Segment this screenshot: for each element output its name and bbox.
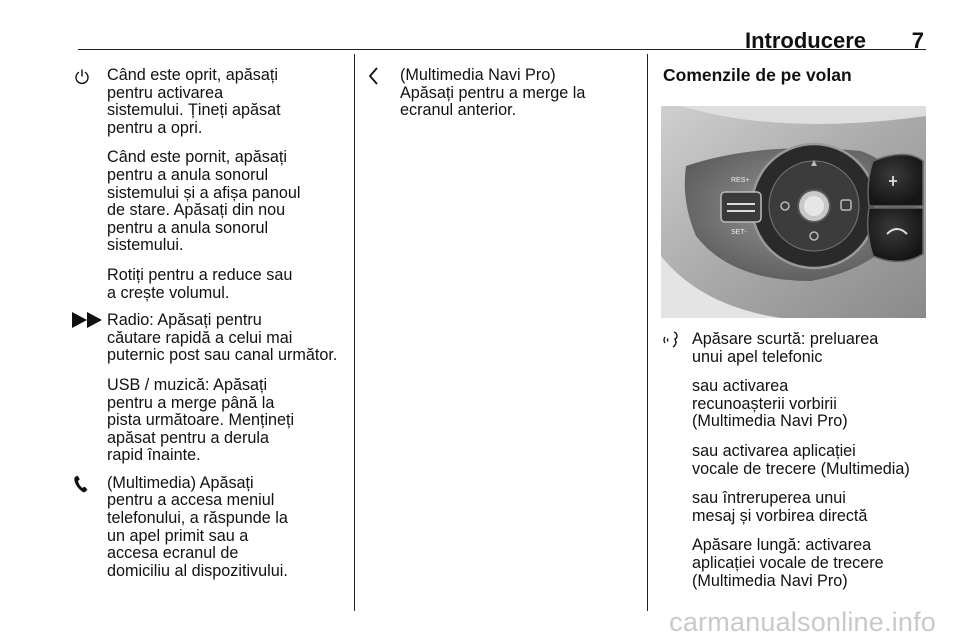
column-divider-right [647, 54, 648, 611]
next-text-2: USB / muzică: Apăsați pentru a merge până la pista următoare. Mențineți apăsat pentru a derula rapid înainte. [107, 375, 295, 465]
voice-text-5: Apăsare lungă: activarea aplicației vocale de trecere (Multimedia Navi Pro) [692, 536, 884, 590]
back-entry [400, 67, 640, 120]
watermark: carmanualsonline.info [669, 607, 936, 637]
back-chevron-icon [368, 67, 380, 85]
voice-entry [692, 331, 937, 590]
power-text-3: Rotiți pentru a reduce sau a crește volumul. [107, 265, 293, 302]
next-entry [107, 312, 347, 465]
section-title: Comenzile de pe volan [663, 65, 852, 85]
phone-entry [107, 475, 347, 581]
voice-text-1: Apăsare scurtă: preluarea unui apel telefonic [692, 330, 879, 366]
phone-text-1: (Multimedia) Apăsați pentru a accesa meniul telefonului, a răspunde la un apel primit sau a accesa ecranul de domiciliu al dispozitivului. [107, 473, 288, 580]
voice-call-icon [662, 331, 680, 349]
phone-icon [74, 475, 88, 493]
steering-wheel-photo [661, 106, 926, 318]
voice-text-4: sau întreruperea unui mesaj și vorbirea directă [692, 489, 868, 525]
power-text-1: Când este oprit, apăsați pentru activarea sistemului. Țineți apăsat pentru a opri. [107, 66, 281, 137]
column-3 [663, 67, 933, 85]
column-1 [107, 67, 347, 592]
back-text-1: (Multimedia Navi Pro) Apăsați pentru a merge la ecranul anterior. [400, 66, 586, 120]
voice-text-3: sau activarea aplicației vocale de trecere (Multimedia) [692, 441, 910, 478]
next-text-1: Radio: Apăsați pentru căutare rapidă a celui mai puternic post sau canal următor. [107, 311, 338, 365]
wheel-res-label: RES+ [731, 177, 750, 184]
power-text-2: Când este pornit, apăsați pentru a anula sonorul sistemului și a afișa panoul de stare. Apăsați din nou pentru a anula sonorul sistemului. [107, 148, 301, 255]
power-icon [74, 69, 90, 85]
power-entry [107, 67, 347, 302]
wheel-set-label: SET- [731, 229, 747, 236]
column-2 [400, 67, 640, 132]
column-3-body [692, 331, 937, 602]
voice-text-2: sau activarea recunoașterii vorbirii (Multimedia Navi Pro) [692, 377, 848, 431]
page-header-title: Introducere [744, 28, 866, 53]
page-number: 7 [911, 28, 924, 53]
fast-forward-icon [72, 312, 103, 328]
header-rule [78, 49, 926, 50]
